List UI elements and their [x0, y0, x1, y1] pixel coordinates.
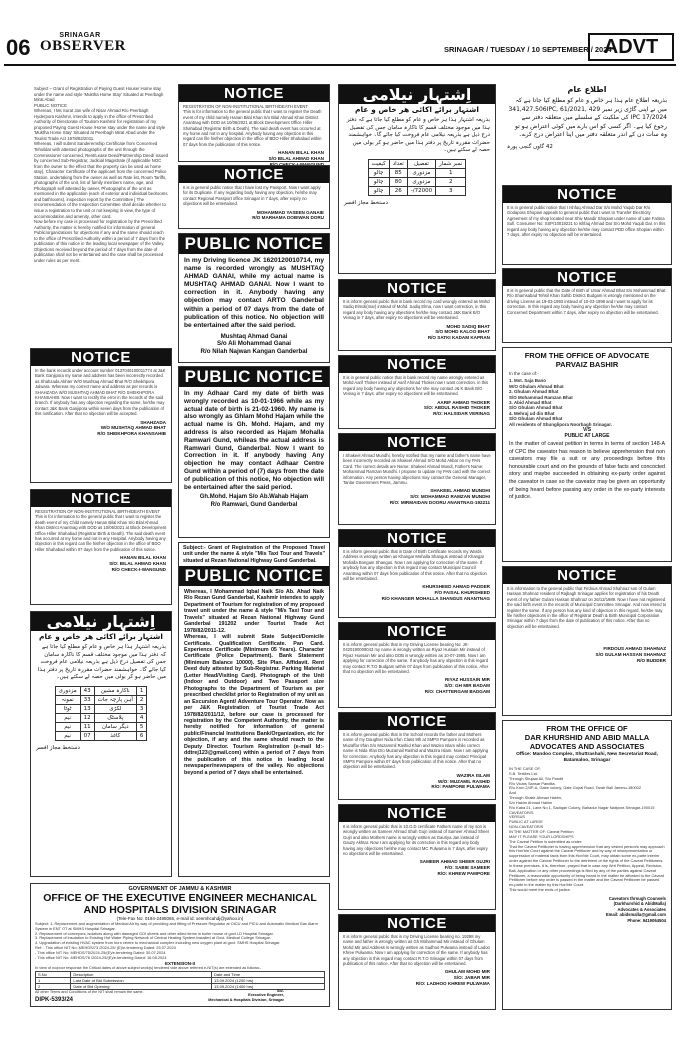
notice-signature: SHAKEEL AHMAD MUNDHI S/O: MOHAMMAD RAMZAN MUNDHI R/O: MIRMAIDAN DOORU ANANTNAG-192211 — [389, 488, 490, 506]
notice-body: It is in general public notice that in bank record my name wrongly entered as Mohd Aarif Thoker instead of Aarif Ahmad Thoker.now I want correction. in this regard any body having any objections he/ she may contact J& K Bank B/O Veinag in 7 days. after expiry no objections will be entertained. — [343, 375, 489, 397]
table-cell: مزدوری — [407, 168, 435, 177]
table-row — [55, 731, 147, 740]
table-cell: Date of Bid Opening — [71, 983, 212, 989]
table-row — [368, 186, 466, 195]
list-item: 3. Abid Ahmad Bhat — [509, 400, 552, 406]
table-cell: 13 — [80, 704, 94, 713]
list-item: W/O Ghulam Ahmad Bhat — [509, 383, 564, 389]
table-cell: تعداد — [389, 159, 407, 168]
list-item: S/O Mohammad Ramzan Bhat — [509, 394, 573, 400]
notice-signature: HANAN BILAL KHAN S/O BILAL AHMAD KHAN — [268, 150, 324, 162]
advocate-caveat-notice — [502, 347, 672, 562]
notice-body: REGISTRATION OF NON-INSTITUTIONAL BIRTH/DEATH EVENT This is for information to the general public that I want to register the Death event of my child namely Hanan Bilal Khan S/o Bilal Ahmad Khan District Anantnag with DOD as 10/06/2021 at Block Development Office Hiller Shahabad (Registrar Birth & Death). The said death event has occurred at my home and not in any hospital. Anybody having any objection in this regard can file his/her objection in the office of BDO Hiller Shahabad within 07 days from the publication of this notice. — [183, 104, 322, 147]
school-records-notice — [338, 712, 496, 800]
adhaar-public-notice — [178, 366, 330, 538]
notice-title: NOTICE — [179, 85, 329, 102]
notice-title: NOTICE — [339, 805, 495, 822]
notice-title: NOTICE — [503, 567, 671, 584]
table-cell: نمبر شمار — [436, 159, 466, 168]
table-cell: 80 — [389, 177, 407, 186]
urdu-notice-body: بذریعہ اشتہار ہذا ہر خاص و عام کو مطلع کیا جاتا ہے کہ دفتر ہذا میں موجود مختلف قسم کا ناکارہ سامان جس کی تفصیل درج ذیل ہے بذریعہ نیلامی عام فروخت کیا جائے گا۔ خواہشمند حضرات مقررہ تاریخ پر دفتر ہذا میں حاضر ہو کر بولی میں حصہ لے سکتے ہیں۔ — [37, 644, 166, 680]
table-cell: 3 — [436, 186, 466, 195]
urdu-signature: دستخط مجاز افسر — [36, 744, 80, 751]
dipk-number: DIPK-5393/24 — [35, 997, 74, 1003]
death-registration-notice — [30, 489, 172, 605]
notice-body: It is inform general public that in my Driving License bearing No: JK-0420190009043 my name is wrongly written as Riyaz Hussain Mir instead of Riyaz Hussain Mir and also DOB is wrongly written as 10-07-1985. Now I am applying for correction of the same. If anybody has any objection in this regard may contact R.T.O Budgam within 07 days from publication of this notice. After that no objection will be entertained. — [343, 642, 489, 675]
table-cell: Description — [71, 971, 212, 977]
office-contact: (Tele-Fax No: 0194-2495065, e-mail id: xenmhcahdj@yahoo.in) — [116, 916, 244, 921]
notice-signature: SAMEER AHMAD SHEER GUJRI F/O: SABIE SAMEER R/O: KHREW PAMPORE — [419, 859, 490, 877]
table-cell: دیگر سامان — [94, 722, 136, 731]
notice-body: In my Adhaar Card my date of birth was wrongly recorded as 10-01-1966 while as my actual date of birth is 21-02-1960. My name is also wrongly as Ghlam Mohd Hajam while the actual name is Gh. Mohd. Hajam, and my address is also recorded as Hajam Mohalla Ramwari Gund, whileas the actual address is Ramwari Gund, Ganderbal. Now I want to Correction in it. If anybody having Any objection he may contact Adhaar Centre Gund within a period of (7) days from the date of publication of this notice, No objection will be entertained after the said period. — [184, 390, 324, 491]
table-cell: چالو — [368, 186, 389, 195]
notice-body: It is in general public notice that I Ishfaq Ahmad Dar S/o Mohd Yaqub Dar R/o Godapora Shopian appeals to general public that I want to Transfer Electricity Agreement of my shop located near Shiv Mandir Shopian under name of Late Fatima Sufi. Consumer No: SSP/10019221 to Ishfaq Ahmad Dar S/o Mohd Yaqub Dar. In this regard any body having any objection he/she may contact PDD office Shopian within 7 days, after expiry no objection will be entertained. — [507, 205, 666, 238]
table-row — [368, 168, 466, 177]
table-cell: 6 — [136, 731, 147, 740]
government-tender-extension — [30, 883, 330, 1007]
table-cell: Last Date of Bid Submission — [71, 977, 212, 983]
table-row — [55, 704, 147, 713]
table-cell: مزدوری — [55, 686, 80, 695]
urdu-items-table — [368, 159, 467, 196]
list-item: 1. Mst. Saja Bano — [509, 378, 547, 384]
table-cell: 43 — [80, 686, 94, 695]
table-cell: 33 — [80, 695, 94, 704]
notice-title: NOTICE — [339, 280, 495, 297]
table-cell: 1 — [436, 168, 466, 177]
table-cell: 2 — [436, 177, 466, 186]
notice-title: NOTICE — [339, 623, 495, 640]
table-cell: مزدوری — [407, 177, 435, 186]
notice-title: NOTICE — [503, 186, 671, 203]
notice-signature: WAZIRA ISLAM W/O: MUZAMIL RASHID R/O: PAMPORE PULWAMA — [431, 772, 490, 790]
driving-license-notice-2 — [338, 914, 496, 1010]
list-item: 4. Mehraj ud din Bhat — [509, 410, 555, 416]
notice-title: NOTICE — [31, 349, 171, 366]
notice-title: PUBLIC NOTICE — [179, 566, 329, 586]
notice-signature: GHULAM MOHD MIR S/O: JABAR MIR R/O: LADHOO KHREW PULWAMA — [415, 969, 490, 987]
advocate-firm-type: ADVOCATES AND ASSOCIATES — [529, 742, 645, 751]
notice-signature: KHURSHEED AHMAD PADDER F/O FAISAL KHURSHEED R/O KHANGER MOHALLA SHANGUS ANANTNAG — [381, 584, 490, 602]
table-cell: 2 — [136, 695, 147, 704]
notice-body: In the bank records under account number 0137040100011774 at J&K Bank Ganjipora my name and address has been incorrectly recorded as Shahzada Akhter W/O Mushtaq Ahmad Bhat R/O Sheikhpora Jalwara. Whereas my correct name and address as per records is SHAHZADA W/O MUSHTAQ AHMAD BHAT R/O SHEIKHPORA KHANSAHIB. Now I want to rectify the error in the records of the said branch. If anybody has any objection regarding the same, he/she may contact J&K Bank Ganjipora within seven days from the publication of this notification. After that no objection will be accepted. — [35, 368, 166, 417]
caveat-body: In the matter of caveat petition in terms in terms of section 148-A of CPC the caveator has reason to believe apprehension that non caveators may file a suit or any proceedings before this honourable court and on the grounds of false facts and concocted story and maybe succeeded in obtaining ex-party order against the caveator in case so the caveator may be given an opportunity of being heard before passing any order in the ex-party interests of justice. — [509, 441, 665, 501]
list-item: 2. Ghulam Ahmad Bhat — [509, 389, 559, 395]
advocate-heading: FROM THE OFFICE OF — [546, 724, 628, 733]
death-event-notice — [502, 566, 672, 716]
list-item: S/O Ghulam Ahmad Bhat — [509, 416, 563, 422]
table-row — [55, 686, 147, 695]
travel-unit-public-notice — [178, 542, 330, 877]
issue-date: SRINAGAR / TUESDAY / 10 SEPTEMBER / 2024 — [444, 45, 612, 54]
table-cell: 1 — [36, 977, 71, 983]
table-cell: 3 — [136, 704, 147, 713]
list-item: S/O Ghulam Ahmad Bhat — [509, 405, 563, 411]
homestay-notice-text: Subject – Grant of Registration of Paying Guest House/ Home stay under the name and style 'Muktha Home Stay' Situated at Peerbagh Mirat Abad PUBLIC NOTICE Whereas, I Ms Surat Jan wife of Nisar Ahmad R/o Peerbagh Hyderpora Kashmir, intends to apply in the office of Prescribed Authority of Directorate of Tourism Kashmir for registration of my proposed Paying Guest House /Home stay under the name and style 'Muktha Home Stay' Situated at Peerbagh Mirat Abad under the Tourist Trade Act 1978/82/2011. Whereas, I will submit Sanderemship Certificate from Concerned Tehsildar with attested photographs of the unit through the Commissioner concerned, Rent/Lease Deed/Partnership Deed/ issued by concerned Sub-Registrar, Judicial Magistrate (if applicable NOC from the owner to the effect that the property can be used as home stay), Character Certificate of the applicant from the concerned Police Station, undertaking from the owner as well as Rate list, Room Tariffs, photographs of the unit, list of family members name, age, and Photograph self attested by owner, Photographs of the unit as mentioned in the application (each of exterior and individual bedrooms and bathrooms), inspection report by the Committee [ The recommendation of the Inspection Committee shall decide whether to issue a registration to the unit or not keeping in view, the type of accommodation and amenity, other card. Now before my case is processed for registration by the Prescribed Authority, the matter is hereby notified for information of general Public/organizations for objections if any and the same should reach to the office of Prescribed Authority within a period of 7 days from the publication of this notice in the leading local newspaper of the Valley. Objections received beyond the period of 7 days from the date of publication shall not be entertained and the case shall be processed under rules as per merit. — [34, 86, 168, 263]
table-cell: آہن پارچہ جات — [94, 695, 136, 704]
table-cell: نمونہ — [55, 695, 80, 704]
dob-license-notice — [502, 268, 672, 343]
table-cell: 13.09.2024 (1400 hrs) — [212, 983, 325, 989]
table-row — [55, 713, 147, 722]
table-cell: لکڑی — [94, 704, 136, 713]
notice-signature: FIRDOUS AHMAD SHAHNAZ S/O GULAM HASSAN SHAHNAZ R/O BUDDER — [595, 646, 666, 663]
advocate-firm-name: DAR KHURSHID AND ABID MALLA — [524, 733, 650, 742]
section-label: ADVT — [588, 33, 674, 61]
header-rule — [4, 64, 676, 66]
notice-signature: HANAN BILAL KHAN S/O: BILAL AHMAD KHAN R/O CHECK-I-WANGUND — [109, 555, 166, 572]
versus-label: V/S — [582, 427, 592, 434]
urdu-notice-title: اِشتہار نیلامی — [339, 85, 495, 104]
urdu-items-table — [55, 686, 148, 741]
urdu-notice-title: اِشتہار نیلامی — [31, 612, 171, 631]
table-cell: نیم — [55, 731, 80, 740]
notice-title: NOTICE — [339, 915, 495, 932]
table-cell: پلاسٹک — [94, 713, 136, 722]
notice-body: In my Driving licence JK 1620120010714, my name is recorded wrongly as MUSHTAQ AHMAD GANAI, while my actual name is MUSHTAQ AHMAD GANAI. Now I want to correction in it. Anybody having any objection may contact ARTO Ganderbal within a period of 07 days from the date of publication of this notice. No objection will be entertained after the said period. — [184, 257, 324, 329]
urdu-notice-body: بذریعہ اطلاع عام ہذا ہر خاص و عام کو مطلع کیا جاتا ہے کہ میں نے اپنی گاڑی زیر نمبر 341,427.506IPC, 61/2021, 429 IPC 17/2024 کی ملکیت کے سلسلے میں متعلقہ دفتر سے رجوع کیا ہے۔ اگر کسی کو اس بارے میں کوئی اعتراض ہو تو وہ سات دن کے اندر متعلقہ دفتر میں اپنا اعتراض درج کرے۔ — [508, 97, 667, 138]
caveator-list — [503, 378, 671, 427]
case-label: In the case of:- — [509, 371, 539, 376]
advocate-address: Office: Mandoo Complex, Shuttrashahi, New Secretariat Road, Batamaloo, Srinagar — [516, 752, 658, 763]
table-row — [55, 722, 147, 731]
notice-title: NOTICE — [179, 166, 329, 183]
notice-body: It is information to the general public that Firdous Ahmad Shahnaz son of Gulam Hassan Shahnaz resident of Rajbagh Srinagar applies for registration of his Death event of my father Gulam Hassan Shahnaz on 26/12/1989. Now I have not registered the said birth event in the records of Municipal Committee Srinagar. And now intend to register the same. If any person has any kind of objection in this regard, he/she may file his/her objections in the office of Registrar Death & Birth Municipal Corporation Srinagar within 7 days from the date of publication of this notice. After that no objection will be entertained. — [507, 586, 667, 629]
notice-title: NOTICE — [31, 490, 171, 507]
urdu-vehicle-notice — [502, 84, 672, 184]
list-item: All residents of Shunglipora Noorbagh Srinagar. — [509, 421, 613, 427]
table-cell: 13.09.2024 (1200 hrs) — [212, 977, 325, 983]
bank-notice — [30, 348, 172, 483]
death-registration-notice-2 — [178, 84, 330, 162]
notice-body: It is inform general public that in Date of Birth Certificate records my Wards Address is wrongly written as Khangar Mohalla Shangus instead of Khangar Mohalla Bongam Shangus. Now I am applying for correction of the same. If anybody has any objection in this regard may contact Municipal Council Anantnag within 07 days from publication of this notice. After that no objection will be entertained. — [343, 549, 487, 582]
advocates-caveat-notice — [502, 720, 672, 1010]
table-cell: چالو — [368, 177, 389, 186]
notice-body: Whereas, I Mohammad Iqbal Naik S/o Ab. Ahad Naik R/o Rezan Gund Ganderbal, Kashmir intendes to apply Department of Tourism for registration of my proposed travel unit under the name & style "M/s Taxi Tour and Travels" situated at Rezan National Highway Gund Ganderbal 191202 under Tourist Trade Act 1978/82/2011-12. Whereas, I will submit State Subject/Domicile Certificate. Qualification Certificate. Pan Card. Experience Certificate (Minimum 05 Years). Character Certificate (Police Department). Bank Statement (Minimum Balance 10000). Site Plan. Affidavit. Rent Deed duly attested by Sub-Registrar. Parking Material (Letter Head/Visiting Card). Photograph of the Unit (Indoor and Outdoor) and Two Passport size Photographs to the Department of Tourism as per prescribed checklist prior to Registration of my unit as an Excursion Agent/ Adventure Tour Operator. Now as per J&K Registration of Tourist Trade Act 1978/82/2011/12, before our case is processed for registration by the Competent Authority, the matter is hereby notified for information of general public/Financial Institutions Bank/Organization, etc for objection, if any and the same should reach to the Deputy Director. Tourism Registration (e-mail Id:- ddtrej123@gmail.com) within a period of 7 days from the publication of this notice in leading local newspaper/newspapers of the valley. No objections beyond a period of 7 days shall be entertained. — [184, 588, 324, 776]
table-cell: S.No — [36, 971, 71, 977]
passport-notice — [178, 165, 330, 229]
table-cell: 26 — [389, 186, 407, 195]
table-cell: 2 — [36, 983, 71, 989]
table-cell: کیفیت — [368, 159, 389, 168]
table-cell: ٹوٹا — [55, 704, 80, 713]
table-cell: نیم — [55, 722, 80, 731]
notice-signature: MOHAMMAD YASEEN GANAIE R/O MARHAMA DOBIWAN DORU — [252, 209, 324, 221]
notice-signature: MOHD SADIQ BHAT S/O MOHD KALOO BHAT R/O SATKI KADAM KAPRAN — [427, 323, 490, 341]
notice-title: NOTICE — [339, 434, 495, 451]
urdu-notice-title: اطلاع عام — [567, 85, 607, 94]
urdu-signature: 42 گاوں گنجی پورہ — [507, 143, 553, 150]
notice-signature: RIYAZ HUSSAIN MIR S/O: GH MIR BADAM R/O: CHATTERGAM BADGAM — [424, 677, 490, 695]
table-row — [368, 177, 466, 186]
table-cell: 11 — [80, 722, 94, 731]
notice-body: It is in general public that the Date of Birth of Umar Ahmad Bhat S/o Mohammad Bhat R/o Shamsabad Tehsil Khan Sahib District Budgam is wrongly mentioned on the driving License as 19-03-1993 instead of 10-03-1998 and I want to apply for its correction. In this regard any body having any objection he/she may contact Concerned Department within 7 days, after expiry no objection will be entertained. — [507, 288, 666, 315]
urdu-notice-subtitle: اشتہار برائے اکائی هر خاص و عام — [39, 632, 163, 641]
driving-licence-public-notice — [178, 233, 330, 363]
urdu-auction-notice — [338, 84, 496, 274]
notice-body: It is inform general public that in bank record my card wrongly entered as Mohd Sadiq Elmoli(mar) instead of Mohd. Sadiq Elma, now I want correction, in this regard any body having any objections he/she may contact J&K Bank B/O Veinag in 7 days, after expiry no objections will be entertained. — [343, 299, 490, 321]
table-cell: 07 — [80, 731, 94, 740]
table-cell: تفصیل — [407, 159, 435, 168]
table-cell: کاغذ — [94, 731, 136, 740]
extension-title: EXTENSION-II — [164, 961, 195, 967]
page-number: 06 — [6, 35, 31, 60]
birth-certificate-notice — [338, 529, 496, 618]
table-cell: ناکارہ مشین — [94, 686, 136, 695]
notice-body: REGISTRATION OF NON-INSTITUTIONAL BIRTH/DEATH EVENT This is for information to the general public that I want to register the death event of my Child namely Hanan Bilal Khan S/o Bilal Ahmad Khan District Anantnag with DOD as 10/06/2021 at Block Development Office Hiller Shahabad (Registrar Birth & Death). The said death event has occurred at my home and not in any Hospital. Anybody having any objection in this regard can file his/her objection in the office of BDO Hiller Shahabad within 07 days from the publication of this notice. — [35, 509, 167, 552]
pan-card-notice — [338, 433, 496, 525]
electricity-transfer-notice — [502, 185, 672, 265]
gov-heading: GOVERNMENT OF JAMMU & KASHMIR — [128, 886, 232, 892]
public-at-large-label: PUBLIC AT LARGE — [564, 433, 610, 440]
notice-signature: Gh.Mohd. Hajam S/o Ab.Wahab Hajam R/o Ramwari, Gund Ganderbal — [199, 494, 309, 508]
table-cell: Date and Time — [212, 971, 325, 977]
table-cell: نیم — [55, 713, 80, 722]
notice-body: I Shakeel Ahmad Mundhi, hereby notified that my name and father's name have been incorrectly recorded as Shakeel Ahmad S/O Mohd Akbar on my PAN Card. The correct details are Name: Shakeel Ahmad Mundi, Father's Name: Mohammad Ramzan Mundhi. I propose to update my PAN card with the correct information. Any person having objections may contact the General Manager, Tanlar Government Press, Jammu. — [343, 453, 491, 486]
urdu-notice-subtitle: اشتہار برائے اکائی هر خاص و عام — [355, 105, 479, 114]
masthead-city: SRINAGAR — [59, 32, 101, 39]
notice-title: NOTICE — [339, 530, 495, 547]
advocate-name: PARVAIZ BASHIR — [555, 360, 619, 369]
tourism-homestay-notice — [30, 84, 172, 342]
urdu-auction-notice-left — [30, 611, 172, 877]
table-row — [55, 695, 147, 704]
office-title: OFFICE OF THE EXECUTIVE ENGINEER MECHANICAL AND HOSPITALS DIVISION SRINAGAR — [43, 892, 317, 916]
advocate-heading: FROM THE OFFICE OF ADVOCATE — [524, 351, 650, 360]
masthead-title: OBSERVER — [40, 38, 126, 54]
notice-signature: Mushtaq Ahmad Ganai S/o Ali Mohammad Ganai R/o Nilah Najwan Kangan Ganderbal — [200, 332, 308, 356]
notice-body: It is inform general public that in the School records the father and Mothers name of my Daughter Nida Irfan Class 9th at SMPS Pampore is recorded as Muzaffar Irfan S/o Muzammil Rashid Khan and Wazira Islam while correct name is Nida Irfan D/o Muzamail Rashid and Wazira Islam. Now I am applying for correction. Anybody has any objection in this regard may contact Principal SMPS Pampore within 07 days from publication of this notice. After that no objection will be entertained. — [343, 732, 489, 770]
notice-signature: AARIF AHMAD THOKER S/O: ABDUL RASHID THOKER R/O: HALSIDAR VERINAG — [423, 399, 490, 417]
notice-subject: Subject:- Grant of Registration of the Proposed Travel unit under the name & style "Mis Taxi Tour and Travels" situated at Rezan National Highway Gund Ganderbal. — [183, 545, 325, 564]
extension-note: All other Terms and Conditions of the NIT shall remain the same. — [35, 989, 144, 994]
notice-title: NOTICE — [503, 269, 671, 286]
bank-name-notice — [338, 279, 496, 351]
table-cell: 1 — [136, 686, 147, 695]
urdu-notice-body: بذریعہ اشتہار ہذا ہر خاص و عام کو مطلع کیا جاتا ہے کہ دفتر ہذا میں موجود مختلف قسم کا ناکارہ سامان جس کی تفصیل درج ذیل ہے بذریعہ نیلامی عام فروخت کیا جائے گا۔ خواہشمند حضرات مقررہ تاریخ پر دفتر ہذا میں حاضر ہو کر بولی میں حصہ لے سکتے ہیں۔ — [346, 117, 490, 153]
caveat-body: IN THE CASE OF: S.B. Textiles Ltd. Through Shujaat Ali, S/o Pandit R/o Vicars Sansar Pandita. R/o Kron 2/4P-A, Gabe colony, Gate Gujral Road, Tarab Ball Jammu-180002 And Through Shakir Ahmad Hakim, S/o Hakim Ahmad Hakim R/o Kaba 21, Lane No 1, Sadiqan Colony, Bahadur Nagar Natipora Srinagar-190015 CAVEATOR/S VERSUS PUBLIC AT LARGE NON-CAVEATOR/S IN THE MATTER OF: Caveat Petition MAY IT PLEASE YOUR LORDSHIPS The Caveat Petition is submitted as under: That the Caveat Petitioner is having apprehension that any vested person/s may approach this Hon'ble Court against the Caveat Petitioner and by way of misrepresentation or suppression of material facts from this Hon'ble Court, may obtain some ex-parte interim order against the Caveat Petitioner to the detriment of the rights of the Caveat Petitioners. In these premises, it is, therefore, prayed that in case any Writ Petition, Appeal, Revision, Bail, Application or any other proceedings is filed by any of the parties against Caveat Petitioner, a reasonable opportunity of being heard in the matter be afforded to the Caveat Petitioner before any order is passed in the matter and the Caveat Petitioner be passed ex-parte in the matter by this Hon'ble Court. This would meet the ends of justice. — [509, 766, 665, 893]
advocates-signature: Caveators through Counsels (Darkhurshid & AbidMalla) Advocates & Associates Email: abidsmalla@gmail.com Phone: 9419064504 — [605, 895, 666, 923]
table-cell: 4 — [136, 713, 147, 722]
table-cell: 72000/- — [407, 186, 435, 195]
notice-body: It is inform general public that in my Driving License bearing no. 19298 my name and father is wrongly written as Gh Mohammad Mir instead of Ghulam Mohd Mir and Address is wrongly written as Sadhoo Pulwama instead of Ladoo Khree Pulwama. Now I am applying for correction of the same. If anybody has any objection in this regard may contact R.T.O Srinagar within 07 days from publication of this notice. After that no objection will be entertained. — [343, 934, 490, 967]
tender-subject: Subject: 1. Replacement and augmentation of Medical Air by way of providing and fitting of Pressure Regulator at OICU and PICU and Automatic Medical Gas Alarm System in ENT OT at SMHS Hospital Srinagar. 2. Replacement of conveyors, isolators along with damaged GOI sheets and other allied items in boiler house of govt LD Hospital Srinagar. 3. Replacement of insulation to Existing Hot Water Piping Network of Central Heating System installed at Govt. Medical College Srinagar. 4. Upgradation of existing HVAC system from burn centre to mechanical complex including new oxygen plant at govt. SMHS Hospital Srinagar. Ref: - This office NIT No: MEHDS/73 /2024-25/ (E)/e-tendering Dated: 25.07.2024 - This office NIT No: MEHDS/75/2024-25/(E)/e-tendering Dated: 30.07.2024 - This office NIT No: MEHDS/76 /2024-25/(E)/e-tendering Dated: 16.08.2024 — [35, 921, 318, 960]
table-cell: 12 — [80, 713, 94, 722]
notice-signature: SHAHZADA W/O MUSHTAQ AHMAD BHAT R/O SHEIKHPORA KHANSAHIB — [97, 419, 166, 437]
executive-engineer-signature: Sd/- Executive Engineer, Mechanical & Hospitals Division, Srinagar — [208, 988, 284, 1003]
notice-title: PUBLIC NOTICE — [179, 234, 329, 254]
urdu-signature: دستخط مجاز افسر — [344, 199, 388, 206]
table-cell: 5 — [136, 722, 147, 731]
driving-license-notice — [338, 622, 496, 708]
notice-title: PUBLIC NOTICE — [179, 367, 329, 387]
notice-body: It is inform general public that in 10.O.D certificate Fathers name of my son is wrongly written as Sameer Ahmad Shah Gujri instead of Sameer Ahmad Sheer Gujri and also Mothers name is wrongly written as Gauriya Jan instead of Gauzy Akhtar. Now I am applying for its correction in this regard any body having any objections he/she may contact MC Pulwama in 7 days, after expiry no objections will be entertained. — [343, 824, 490, 857]
table-row — [368, 159, 466, 168]
table-cell: 85 — [389, 168, 407, 177]
notice-title: NOTICE — [339, 356, 495, 373]
notice-title: NOTICE — [339, 713, 495, 730]
dob-certificate-notice — [338, 804, 496, 910]
extension-subtitle: In view of no/poor response the Critical dates of above subject work(s) tendered vide above referred e-NIT(s) are extended as follows:- — [35, 966, 262, 971]
notice-body: It is in general public notice that I have lost my Passport. Now I want apply for its Duplicate. If any regarding body having any objection, he/she may contact Regional Passport office Srinagar in 7 days, after expiry no objections will be entertained. — [183, 185, 321, 207]
table-cell: چالو — [368, 168, 389, 177]
masthead — [40, 32, 126, 54]
bank-name-notice-2 — [338, 355, 496, 429]
